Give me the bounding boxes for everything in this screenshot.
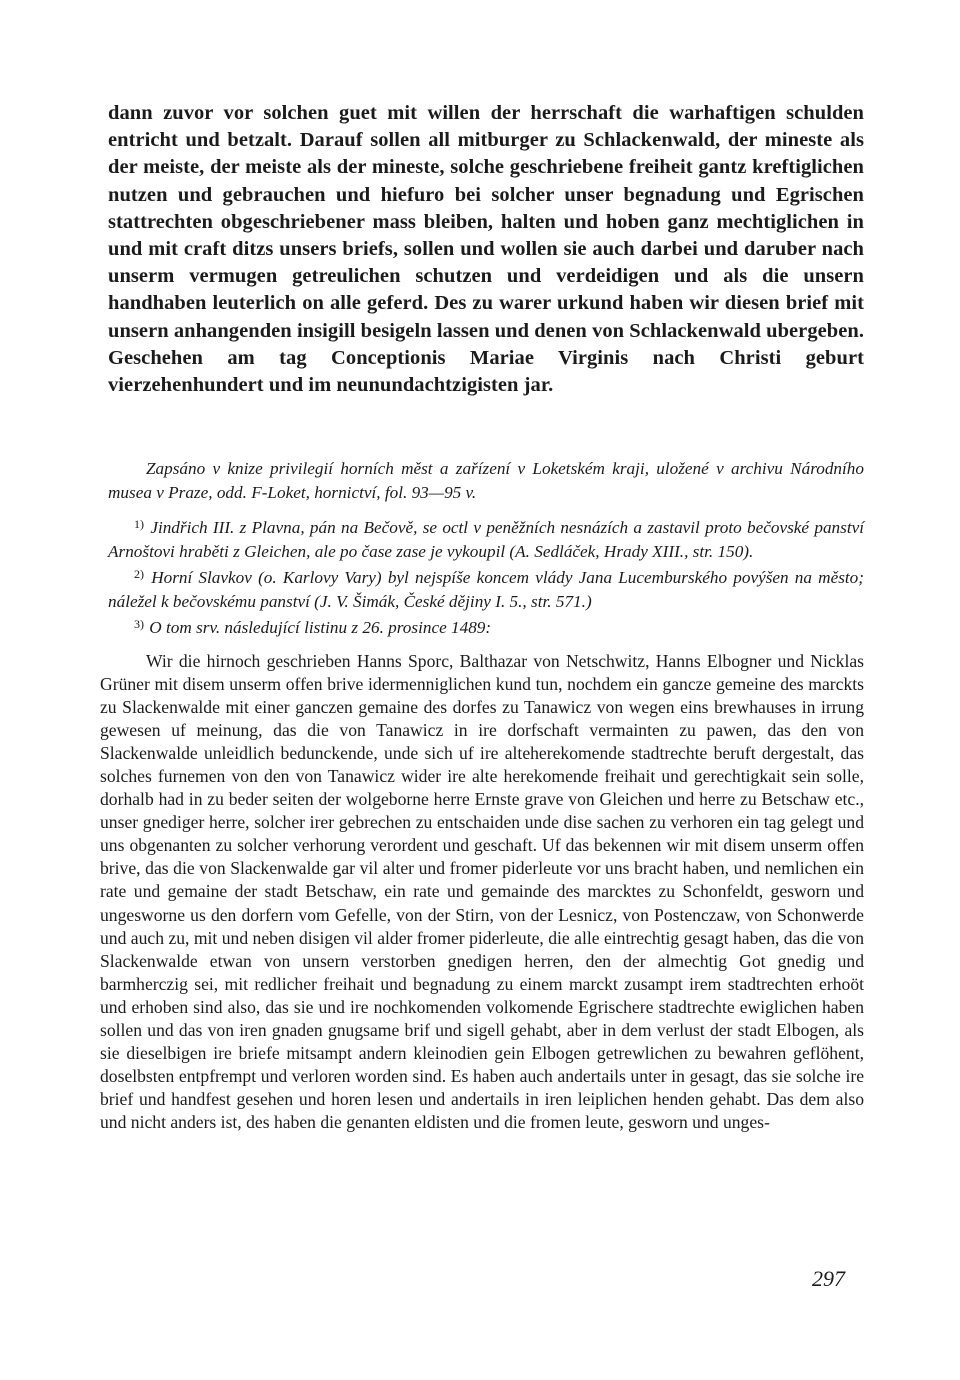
footnote-1 xyxy=(108,513,864,563)
footnote-3-text: O tom srv. následující listinu z 26. prosince 1489: xyxy=(149,618,492,637)
footnote-1-mark: 1) xyxy=(134,517,144,531)
page-number: 297 xyxy=(812,1266,845,1291)
footnote-2 xyxy=(108,563,864,613)
footnote-1-text: Jindřich III. z Plavna, pán na Bečově, se octl v peněžních nesnázích a zastavil proto bečovské panství Arnoštovi hraběti z Gleichen, ale po čase zase je vykoupil (A. Sedláček, Hrady XIII., str. 150). xyxy=(108,518,865,561)
footnote-3-mark: 3) xyxy=(134,617,144,631)
source-note: Zapsáno v knize privilegií horních měst a zařízení v Loketském kraji, uložené v archivu Národního musea v Praze, odd. F-Loket, hornictví, fol. 93—95 v. xyxy=(108,459,864,502)
footnotes xyxy=(108,513,864,640)
footnote-3 xyxy=(108,613,864,640)
footnote-2-mark: 2) xyxy=(134,567,144,581)
document-paragraph: Wir die hirnoch geschrieben Hanns Sporc, Balthazar von Netschwitz, Hanns Elbogner und Nicklas Grüner mit disem unserm offen brive idermenniglichen kund tun, nochdem ein gancze gemeine des marckts zu Slackenwalde mit einer ganczen gemaine des dorfes zu Tanawicz von wegen eins brewhauses in irrung gewesen uf meinung, das die von Tanawicz in ire dorfschaft vermainten zu pawen, das den von Slackenwalde unleidlich bedunckende, unde sich uf ire alteherekomende stadtrechte beruft dergestalt, das solches furnemen von den von Tanawicz wider ire alte herekomende freihait und gerechtigkait sein solle, dorhalb had in zu beder seiten der wolgeborne herre Ernste grave von Gleichen und herre zu Betschaw etc., unser gnediger herre, solcher irer gebrechen zu entschaiden unde dise sachen zu verhoren ein tag gelegt und uns obgenanten zu solcher verhorung verordent und geschaft. Uf das bekennen wir mit disem unserm offen brive, das die von Slackenwalde gar vil alter und fromer piderleute vor uns bracht haben, und nemlichen ein rate und gemaine der stadt Betschaw, ein rate und gemainde des marcktes zu Schonfeldt, gesworn und ungesworne us den dorfern vom Gefelle, von der Stirn, von der Lesnicz, von Postenczaw, von Schonwerde und auch zu, mit und neben disigen vil alder fromer piderleute, die alle eintrechtig gesagt haben, das die von Slackenwalde etwan von unsern verstorben gnedigen herren, den der almechtig Got gnedig und barmherczig sei, mit redlicher freihait und begnadung zu einem marckt zusampt irem stadtrechten erhoöt und erhoben sind also, das sie und ire nochkomenden volkomende Egrischere stadtrechte ewiglichen haben sollen und das von iren gnaden gnugsame brif und sigell gehabt, aber in dem verlust der stadt Elbogen, als sie dieselbigen ire briefe mitsampt andern kleinodien gein Elbogen getrewlichen zu bewahren geflöhent, doselbsten entpfrempt und verloren worden sind. Es haben auch andertails unter in gesagt, das sie solche ire brief und handfest gesehen und horen lesen und andertails in iren leiplichen henden gehabt. Das dem also und nicht anders ist, des haben die genanten eldisten und die fromen leute, gesworn und unges- xyxy=(100,651,864,1132)
main-paragraph: dann zuvor vor solchen guet mit willen der herrschaft die warhaftigen schulden entricht und betzalt. Darauf sollen all mitburger zu Schlackenwald, der mineste als der meiste, der meiste als der mineste, solche geschriebene freiheit gantz kreftiglichen nutzen und gebrauchen und hiefuro bei solcher unser begnadung und Egrischen stattrechten obgeschriebener mass bleiben, halten und hoben ganz mechtiglichen in und mit craft ditzs unsers briefs, sollen und wollen sie auch darbei und daruber nach unserm vermugen getreulichen schutzen und verdeidigen und als die unsern handhaben leuterlich on alle geferd. Des zu warer urkund haben wir diesen brief mit unsern anhangenden insigill besigeln lassen und denen von Schlackenwald ubergeben. Geschehen am tag Conceptionis Mariae Virginis nach Christi geburt vierzehenhundert und im neunundachtzigisten jar. xyxy=(108,102,864,397)
footnote-2-text: Horní Slavkov (o. Karlovy Vary) byl nejspíše koncem vlády Jana Lucemburského povýšen na město; náležel k bečovskému panství (J. V. Šimák, České dějiny I. 5., str. 571.) xyxy=(108,568,864,611)
